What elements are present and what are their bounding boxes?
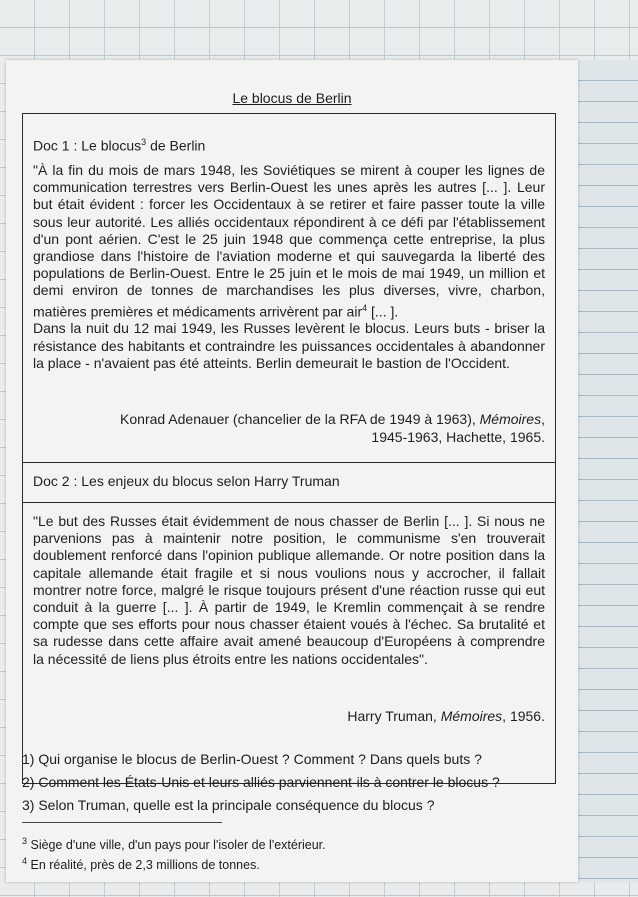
document-1-box [22,113,556,503]
document-2-text: "Le but des Russes était évidemment de nous chasser de Berlin [... ]. Si nous ne parvenions pas à maintenir notre position, le communisme s'en trouverait doublement renforcé dans l'opinion publique allemande. Or notre position dans la capitale allemande était fragile et si nous voulions nous y accrocher, il fallait montrer notre force, malgré le risque toujours présent d'une réaction russe qui eut conduit à la guerre [... ]. À partir de 1949, le Kremlin commençait à se rendre compte que ses efforts pour nous chasser étaient voués à l'échec. Sa brutalité et sa rudesse dans cette affaire avait amené beaucoup d'Européens à comprendre la nécessité de liens plus étroits entre les nations occidentales". [33,513,545,667]
document-2-heading: Doc 2 : Les enjeux du blocus selon Harry Truman [33,473,340,489]
questions-list [22,748,562,817]
footnote-3: $^3$ Siège d'une ville, d'un pays pour l'isoler de l'extérieur. [22,836,326,853]
document-1-paragraph-2: Dans la nuit du 12 mai 1949, les Russes levèrent le blocus. Leurs buts - briser la résistance des habitants et contraindre les puissances occidentales à abandonner la place - n'avaient pas été atteints. Berlin demeurait le bastion de l'Occident. [33,320,545,371]
question-3: 3) Selon Truman, quelle est la principale conséquence du blocus ? [22,797,435,813]
document-1-paragraph-1: "À la fin du mois de mars 1948, les Soviétiques se mirent à couper les lignes de communication terrestres vers Berlin-Ouest les unes après les autres [... ]. Leur but était évident : forcer les Occidentaux à se retirer et faire passer toute la ville sous leur autorité. Les alliés occidentaux répondirent à ce défi par l'établissement d'un pont aérien. C'est le 25 juin 1948 que commença cette entreprise, la plus grandiose dans l'histoire de l'aviation moderne et qui sauvegarda la liberté des populations de Berlin-Ouest. Entre le 25 juin et le mois de mai 1949, un million et demi environ de tonnes de marchandises les plus diverses, vivre, charbon, matières premières et médicaments arrivèrent par air [33,162,545,320]
footnote-divider [22,822,222,823]
document-1-text: "À la fin du mois de mars 1948, les Soviétiques se mirent à couper les lignes de communication terrestres vers Berlin-Ouest les unes après les autres [... ]. Leur but était évident : forcer les Occidentaux à se retirer et faire passer toute la ville sous leur autorité. Les alliés occidentaux répondirent à ce défi par l'établissement d'un pont aérien. C'est le 25 juin 1948 que commença cette entreprise, la plus grandiose dans l'histoire de l'aviation moderne et qui sauvegarda la liberté des populations de Berlin-Ouest. Entre le 25 juin et le mois de mai 1949, un million et demi environ de tonnes de marchandises les plus diverses, vivre, charbon, matières premières et médicaments arrivèrent par air$^4$ [... ]. Dans la nuit du 12 mai 1949, les Russes levèrent le blocus. Leurs buts - briser la résistance des habitants et contraindre les puissances occidentales à abandonner la place - n'avaient pas été atteints. Berlin demeurait le bastion de l'Occident. [33,162,545,371]
footnote-4: $^4$ En réalité, près de 2,3 millions de tonnes. [22,856,260,873]
question-2: 2) Comment les États-Unis et leurs alliés parviennent-ils à contrer le blocus ? [22,774,500,790]
document-1-heading: Doc 1 : Le blocus$^3$ de Berlin [33,137,206,154]
document-2-box [22,462,556,784]
notebook-margin [578,60,638,882]
document-1-source: Konrad Adenauer (chancelier de la RFA de 1949 à 1963), Mémoires, 1945-1963, Hachette, 1965. [120,411,545,445]
document-2-source: Harry Truman, Mémoires, 1956. [347,708,545,724]
footnotes [22,833,562,873]
worksheet [6,60,578,882]
question-1: 1) Qui organise le blocus de Berlin-Ouest ? Comment ? Dans quels buts ? [22,751,482,767]
page-title: Le blocus de Berlin [232,90,352,106]
